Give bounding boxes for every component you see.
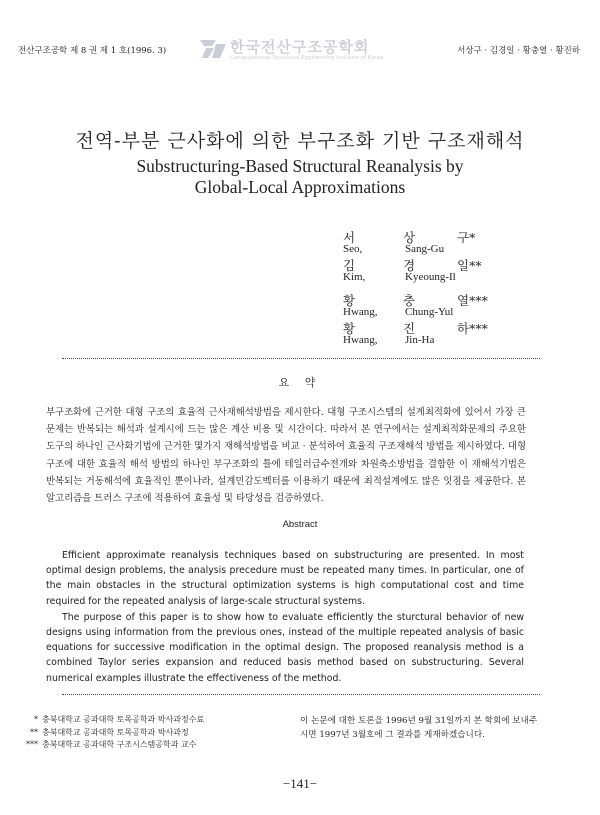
abstract-korean-heading: 요 약 <box>278 376 322 389</box>
title-korean: 전역-부분 근사화에 의한 부구조화 기반 구조재해석 <box>75 130 525 152</box>
affiliation-item: ** 충북대학교 공과대학 토목공학과 박사과정 <box>30 727 189 737</box>
logo-english-text: Computational Structural Engineering Institute of Korea <box>230 55 384 61</box>
dotted-divider <box>62 694 540 695</box>
affiliation-item: * 충북대학교 공과대학 토목공학과 박사과정수료 <box>34 715 205 724</box>
abstract-paragraph: The purpose of this paper is to show how to evaluate efficiently the sturctural behavior of new designs using information from the previous ones, instead of the multiple repeated analysis of basic equations for successive modification in the optimal design. The proposed reanalysis method is a combined Taylor series expansion and reduced basis method based on substructuring. Several numerical examples illustrate the effectiveness of the method. <box>46 611 524 684</box>
page-number: −141− <box>282 776 318 791</box>
title-english <box>0 156 600 198</box>
abstract-korean-body: 부구조화에 근거한 대형 구조의 효율적 근사재해석방법을 제시한다. 대형 구조시스템의 설계최적화에 있어서 가장 큰 문제는 반복되는 해석과 설계시에 드는 많은 계산 비용 및 시간이다. 따라서 본 연구에서는 설계최적화문제의 주요한 도구의 하나인 근사화기법에 근거한 몇가지 재해석방법을 비교 · 분석하여 효율적 구조재해석 방법을 제시하였다. 대형 구조에 대한 효율적 해석 방법의 하나인 부구조화의 틀에 테일러급수전개와 차원축소방법을 결합한 이 재해석기법은 반복되는 거동해석에 효율적인 뿐이나라, 설계민감도벡터를 이용하기 때문에 최적설계에도 많은 잇점을 제공한다. 본 알고리즘을 트러스 구조에 적용하여 효율성 및 타당성을 검증하였다. <box>46 407 526 505</box>
journal-header: 전산구조공학 제 8 권 제 1 호(1996. 3) <box>18 46 167 56</box>
title-english-line2: Global-Local Approximations <box>194 177 406 197</box>
dotted-divider <box>62 358 540 359</box>
abstract-english-heading: Abstract <box>282 519 318 530</box>
title-english-line1: Substructuring-Based Structural Reanalysis by <box>136 156 464 176</box>
society-logo <box>200 36 410 66</box>
affiliation-item: *** 충북대학교 공과대학 구조시스템공학과 교수 <box>26 740 197 749</box>
affiliations <box>20 714 204 752</box>
society-emblem-icon <box>200 38 226 60</box>
logo-korean-text: 한국전산구조공학회 <box>230 38 370 56</box>
abstract-paragraph: Efficient approximate reanalysis techniques based on substructuring are presented. In most optimal design problems, the analysis precedure must be repeated many times. In particular, one of the main obstacles in the structural optimization systems is high computational cost and time required for the repeated analysis of large-scale structural systems. <box>46 550 524 607</box>
authors-header: 서상구 · 김경일 · 황충열 · 황진하 <box>457 46 580 56</box>
discussion-note: 이 논문에 대한 토론을 1996년 9월 31일까지 본 학회에 보내주시면 1997년 3월호에 그 결과를 게재하겠습니다. <box>300 716 538 740</box>
abstract-english-body <box>46 548 524 686</box>
